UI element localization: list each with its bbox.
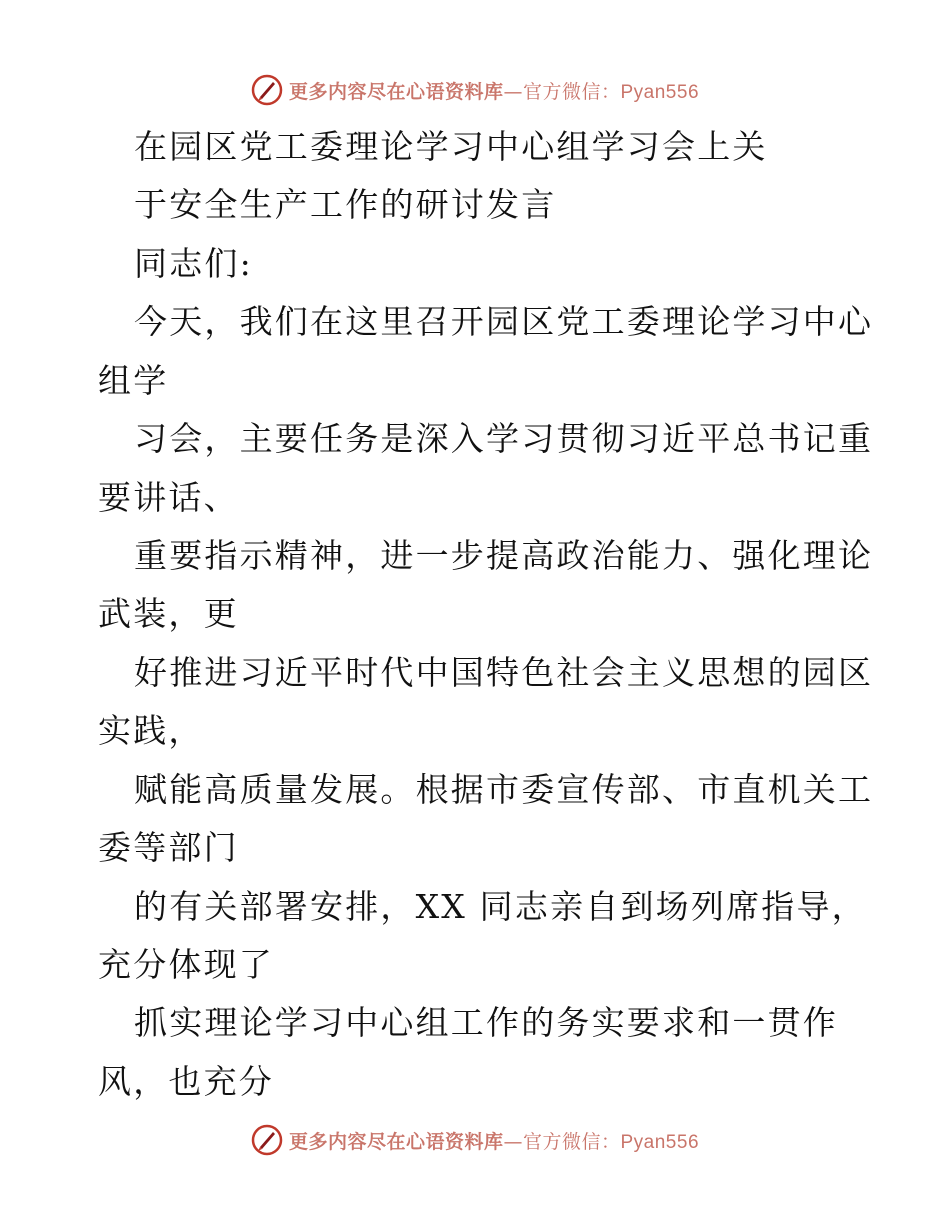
paragraph-line: 习会，主要任务是深入学习贯彻习近平总书记重 <box>134 419 874 458</box>
watermark-brand: 更多内容尽在心语资料库 <box>288 1130 504 1153</box>
watermark-brand: 更多内容尽在心语资料库 <box>288 80 504 103</box>
paragraph-line: 要讲话、 <box>98 478 239 517</box>
header-watermark <box>0 70 950 110</box>
watermark-text <box>289 1127 699 1154</box>
paragraph-line: 抓实理论学习中心组工作的务实要求和一贯作 <box>134 1003 838 1042</box>
watermark-text <box>289 77 699 104</box>
quill-logo-icon <box>251 74 283 106</box>
paragraph-line: 实践， <box>98 711 204 750</box>
title-line-2: 于安全生产工作的研讨发言 <box>134 185 557 224</box>
watermark-official: 官方微信： <box>522 1130 621 1153</box>
watermark-dash: — <box>503 80 523 103</box>
paragraph-line: 的有关部署安排，XX 同志亲自到场列席指导， <box>134 887 867 926</box>
paragraph-line: 风，也充分 <box>98 1062 274 1101</box>
watermark-wechat-id: Pyan556 <box>620 81 700 103</box>
title-line-1: 在园区党工委理论学习中心组学习会上关 <box>134 127 768 166</box>
paragraph-line: 组学 <box>98 361 169 400</box>
quill-logo-icon <box>251 1124 283 1156</box>
paragraph-line: 今天，我们在这里召开园区党工委理论学习中心 <box>134 302 874 341</box>
paragraph-line: 委等部门 <box>98 828 239 867</box>
watermark-dash: — <box>503 1130 523 1153</box>
paragraph-line: 重要指示精神，进一步提高政治能力、强化理论 <box>134 536 874 575</box>
salutation: 同志们: <box>134 244 253 283</box>
paragraph-line: 充分体现了 <box>98 945 274 984</box>
paragraph-line: 武装，更 <box>98 594 239 633</box>
footer-watermark <box>0 1120 950 1160</box>
watermark-wechat-id: Pyan556 <box>620 1131 700 1153</box>
paragraph-line: 好推进习近平时代中国特色社会主义思想的园区 <box>134 653 874 692</box>
watermark-official: 官方微信： <box>522 80 621 103</box>
paragraph-line: 赋能高质量发展。根据市委宣传部、市直机关工 <box>134 770 874 809</box>
